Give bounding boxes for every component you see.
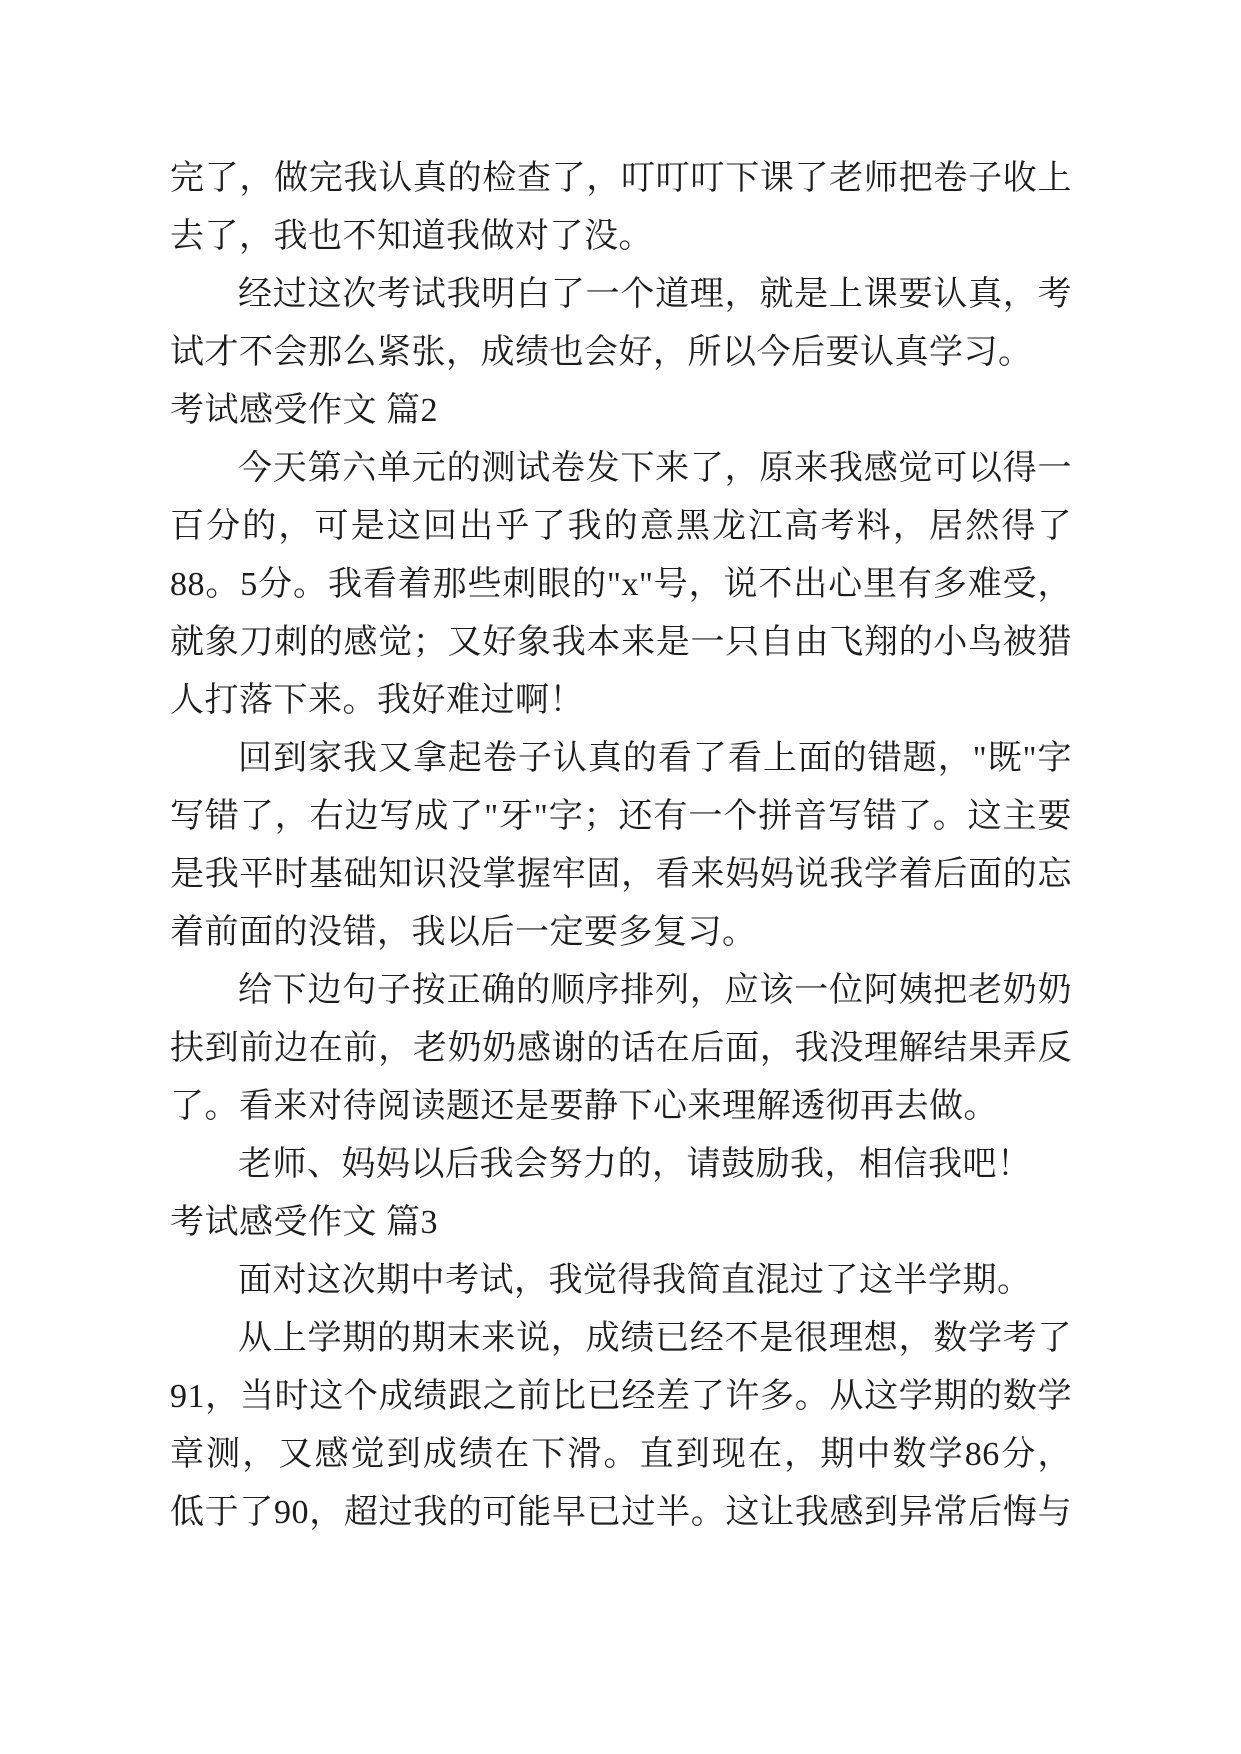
text-line: 今天第六单元的测试卷发下来了，原来我感觉可以得一	[238, 450, 1072, 487]
text-line: 人打落下来。我好难过啊！	[170, 682, 584, 719]
text-line: 低于了90，超过我的可能早已过半。这让我感到异常后悔与	[170, 1494, 1072, 1531]
text-line: 经过这次考试我明白了一个道理，就是上课要认真，考	[238, 276, 1072, 313]
text-line: 从上学期的期末来说，成绩已经不是很理想，数学考了	[238, 1320, 1072, 1357]
text-line: 91，当时这个成绩跟之前比已经差了许多。从这学期的数学	[170, 1378, 1072, 1415]
text-line: 就象刀刺的感觉；又好象我本来是一只自由飞翔的小鸟被猎	[170, 624, 1072, 661]
section-heading: 考试感受作文 篇3	[170, 1204, 438, 1241]
text-line: 是我平时基础知识没掌握牢固，看来妈妈说我学着后面的忘	[170, 856, 1072, 893]
text-line: 扶到前边在前，老奶奶感谢的话在后面，我没理解结果弄反	[170, 1030, 1072, 1067]
text-line: 百分的，可是这回出乎了我的意黑龙江高考料，居然得了	[170, 508, 1072, 545]
text-line: 88。5分。我看着那些刺眼的"x"号，说不出心里有多难受，	[170, 566, 1072, 603]
document-text	[170, 150, 1072, 1542]
text-line: 着前面的没错，我以后一定要多复习。	[170, 914, 757, 951]
text-line: 章测，又感觉到成绩在下滑。直到现在，期中数学86分，	[170, 1436, 1072, 1473]
text-line: 完了，做完我认真的检查了，叮叮叮下课了老师把卷子收上	[170, 160, 1072, 197]
text-line: 老师、妈妈以后我会努力的，请鼓励我，相信我吧！	[238, 1146, 1032, 1183]
text-line: 面对这次期中考试，我觉得我简直混过了这半学期。	[238, 1262, 1032, 1299]
section-heading: 考试感受作文 篇2	[170, 392, 438, 429]
text-line: 试才不会那么紧张，成绩也会好，所以今后要认真学习。	[170, 334, 1033, 371]
text-line: 了。看来对待阅读题还是要静下心来理解透彻再去做。	[170, 1088, 998, 1125]
text-line: 写错了，右边写成了"牙"字；还有一个拼音写错了。这主要	[170, 798, 1072, 835]
text-line: 给下边句子按正确的顺序排列，应该一位阿姨把老奶奶	[238, 972, 1072, 1009]
text-line: 去了，我也不知道我做对了没。	[170, 218, 653, 255]
text-line: 回到家我又拿起卷子认真的看了看上面的错题，"既"字	[238, 740, 1072, 777]
